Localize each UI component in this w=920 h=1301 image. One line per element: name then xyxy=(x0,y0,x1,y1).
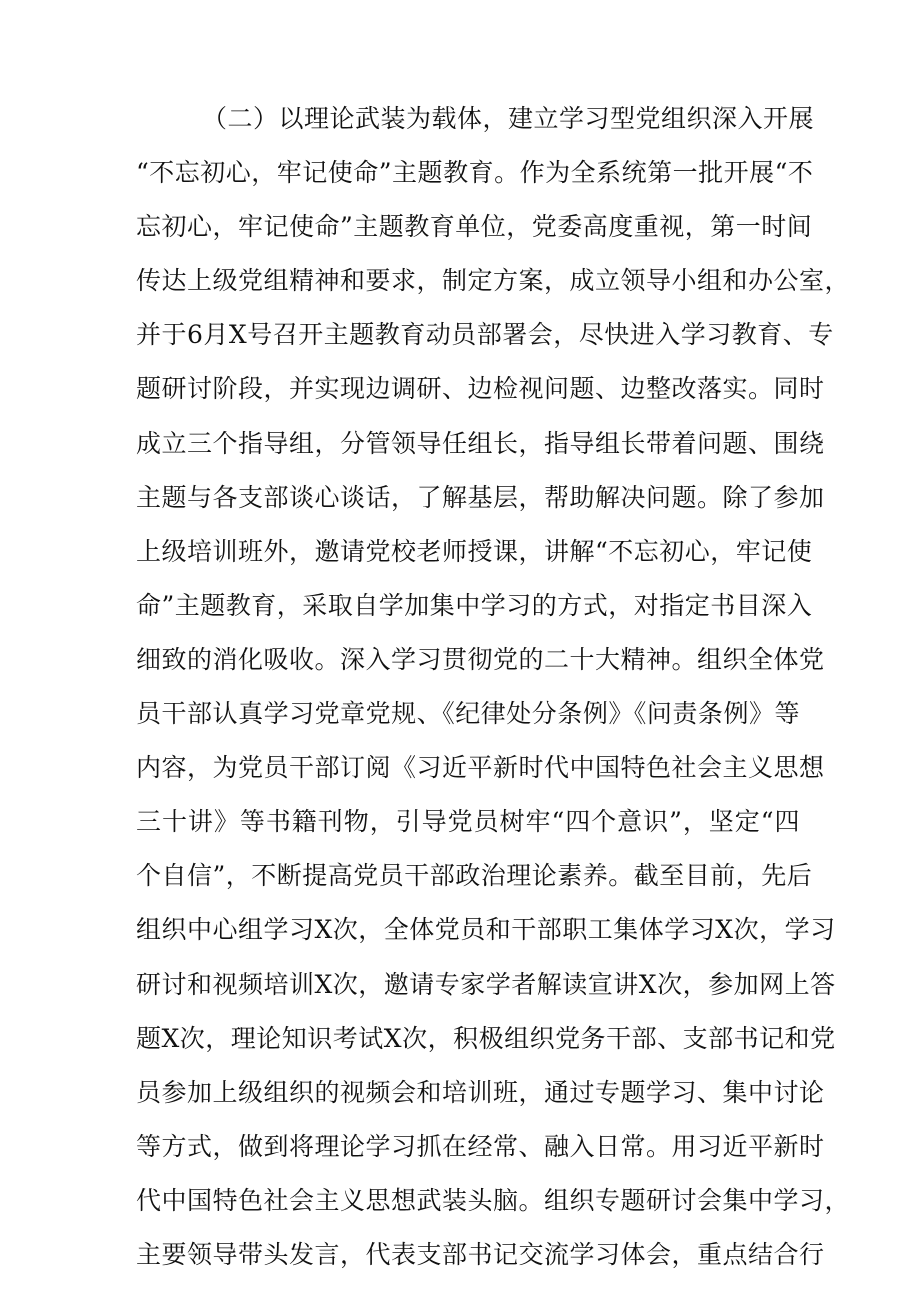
paragraph-line: “不忘初心，牢记使命”主题教育。作为全系统第一批开展“不 xyxy=(136,158,814,188)
paragraph-line: （二）以理论武装为载体，建立学习型党组织深入开展 xyxy=(202,104,815,133)
paragraph-line: 研讨和视频培训X次，邀请专家学者解读宣讲X次，参加网上答 xyxy=(136,969,836,999)
paragraph-line: 并于6月X号召开主题教育动员部署会，尽快进入学习教育、专 xyxy=(136,320,834,350)
paragraph-line: 传达上级党组精神和要求，制定方案，成立领导小组和办公室， xyxy=(136,266,851,296)
paragraph-line: 细致的消化吸收。深入学习贯彻党的二十大精神。组织全体党 xyxy=(136,644,825,674)
paragraph-line: 上级培训班外，邀请党校老师授课，讲解“不忘初心，牢记使 xyxy=(136,536,813,566)
paragraph-line: 员参加上级组织的视频会和培训班，通过专题学习、集中讨论 xyxy=(136,1077,825,1107)
paragraph-line: 主要领导带头发言，代表支部书记交流学习体会，重点结合行 xyxy=(136,1239,825,1269)
paragraph-line: 个自信”，不断提高党员干部政治理论素养。截至目前，先后 xyxy=(136,861,813,891)
paragraph-line: 内容，为党员干部订阅《习近平新时代中国特色社会主义思想 xyxy=(136,753,825,783)
paragraph-line: 员干部认真学习党章党规、《纪律处分条例》《问责条例》等 xyxy=(136,699,800,729)
paragraph-line: 命”主题教育，采取自学加集中学习的方式，对指定书目深入 xyxy=(136,590,813,620)
paragraph-line: 三十讲》等书籍刊物，引导党员树牢“四个意识”，坚定“四 xyxy=(136,807,800,837)
paragraph-line: 成立三个指导组，分管领导任组长，指导组长带着问题、围绕 xyxy=(136,428,825,458)
paragraph-line: 代中国特色社会主义思想武装头脑。组织专题研讨会集中学习， xyxy=(136,1185,851,1215)
paragraph-line: 等方式，做到将理论学习抓在经常、融入日常。用习近平新时 xyxy=(136,1131,825,1161)
paragraph-line: 组织中心组学习X次，全体党员和干部职工集体学习X次，学习 xyxy=(136,915,836,945)
paragraph-line: 题X次，理论知识考试X次，积极组织党务干部、支部书记和党 xyxy=(136,1023,836,1053)
paragraph-line: 忘初心，牢记使命”主题教育单位，党委高度重视，第一时间 xyxy=(136,212,813,242)
paragraph-line: 主题与各支部谈心谈话，了解基层，帮助解决问题。除了参加 xyxy=(136,482,825,512)
body-paragraph xyxy=(136,92,851,1282)
paragraph-line: 题研讨阶段，并实现边调研、边检视问题、边整改落实。同时 xyxy=(136,374,825,404)
